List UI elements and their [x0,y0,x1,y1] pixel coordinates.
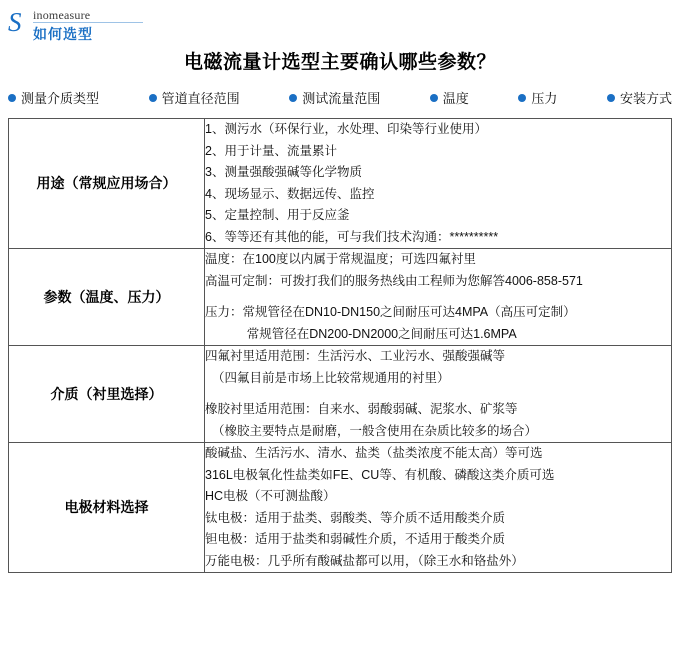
bullet-label: 压力 [531,91,558,106]
bullet-label: 测试流量范围 [302,91,381,106]
row-content-medium [205,346,672,443]
bullet-dot-icon [149,94,157,102]
content-line: 316L电极氧化性盐类如FE、CU等、有机酸、磷酸这类介质可选 [205,467,555,482]
bullet-label: 温度 [442,91,469,106]
page-title: 电磁流量计选型主要确认哪些参数？ [183,52,496,73]
content-line: 四氟衬里适用范围：生活污水、工业污水、强酸强碱等 [205,349,506,363]
bullet-label: 安装方式 [619,91,672,106]
row-label-electrode: 电极材料选择 [9,443,205,573]
content-spacer [205,389,671,399]
bullet-label: 管道直径范围 [161,91,240,106]
bullet-item-5 [607,88,672,107]
brand-name-cn: 如何选型 [33,26,93,42]
bullet-dot-icon [289,94,297,102]
content-line: 3、测量强酸强碱等化学物质 [205,165,362,179]
content-line: 常规管径在DN200-DN2000之间耐压可达1.6MPA [205,326,517,341]
content-line: 橡胶衬里适用范围：自来水、弱酸弱碱、泥浆水、矿浆等 [205,402,518,416]
row-label-usage: 用途（常规应用场合） [9,119,205,249]
content-line: HC电极（不可测盐酸） [205,489,336,503]
content-spacer [205,292,671,302]
table-row [9,346,672,443]
content-line: 万能电极：几乎所有酸碱盐都可以用，（除王水和铬盐外） [205,553,524,568]
table-row [9,249,672,346]
content-line: 6、等等还有其他的能，可与我们技术沟通：********** [205,229,499,244]
content-line: 5、定量控制、用于反应釜 [205,208,350,222]
bullet-dot-icon [430,94,438,102]
content-line: 高温可定制：可拨打我们的服务热线由工程师为您解答4006-858-571 [205,273,583,288]
brand-name-en: inomeasure [33,8,91,22]
bullet-dot-icon [518,94,526,102]
row-content-parameters [205,249,672,346]
content-line: （橡胶主要特点是耐磨，一般含使用在杂质比较多的场合） [205,423,537,438]
row-content-usage [205,119,672,249]
content-line: 1、测污水（环保行业，水处理、印染等行业使用） [205,122,487,136]
logo-s-icon: S [8,7,22,37]
bullet-dot-icon [8,94,16,102]
parameter-bullet-list [8,88,672,107]
bullet-item-2 [289,88,380,107]
bullet-item-4 [518,88,557,107]
brand-logo [8,6,158,42]
row-label-parameters: 参数（温度、压力） [9,249,205,346]
content-line: 压力：常规管径在DN10-DN150之间耐压可达4MPA（高压可定制） [205,305,576,319]
content-line: 温度：在100度以内属于常规温度；可选四氟衬里 [205,252,476,266]
bullet-item-0 [8,88,99,107]
bullet-item-3 [430,88,469,107]
brand-divider [33,22,143,23]
table-row [9,443,672,573]
table-row [9,119,672,249]
row-content-electrode [205,443,672,573]
bullet-label: 测量介质类型 [21,91,100,106]
row-label-medium: 介质（衬里选择） [9,346,205,443]
bullet-item-1 [149,88,240,107]
content-line: 2、用于计量、流量累计 [205,143,337,158]
content-line: （四氟目前是市场上比较常规通用的衬里） [205,370,450,385]
specification-table [8,118,672,573]
content-line: 钛电极：适用于盐类、弱酸类、等介质不适用酸类介质 [205,510,506,525]
content-line: 钽电极：适用于盐类和弱碱性介质，不适用于酸类介质 [205,532,506,546]
content-line: 酸碱盐、生活污水、清水、盐类（盐类浓度不能太高）等可选 [205,446,543,460]
content-line: 4、现场显示、数据远传、监控 [205,186,375,201]
bullet-dot-icon [607,94,615,102]
